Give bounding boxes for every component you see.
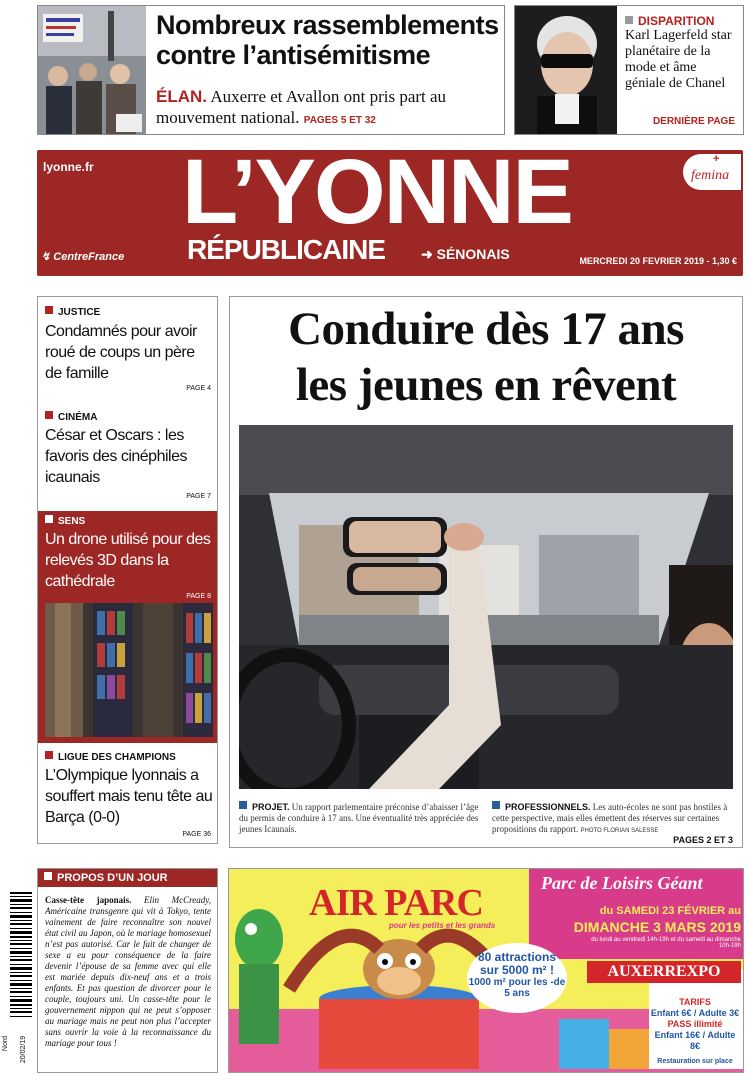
lagerfeld-text: Karl Lagerfeld star planétaire de la mode et âme géniale de Chanel — [625, 28, 732, 91]
femina-label: femina — [691, 168, 730, 183]
ad-dates-line2: DIMANCHE 3 MARS 2019 — [573, 919, 741, 935]
caption-right-text: Les auto-écoles ne sont pas hostiles à cette perspective, mais elles émettent des réserves sur certaines propositions du rapport. — [492, 802, 728, 834]
ad-hours: du lundi au vendredi 14h-19h et du samedi au dimanche 10h-19h — [591, 937, 741, 949]
teaser-body: Auxerre et Avallon ont pris part au mouvement national. — [156, 87, 447, 127]
site-url[interactable]: lyonne.fr — [43, 160, 94, 174]
propos-lead: Casse-tête japonais. — [45, 895, 132, 905]
newspaper-subtitle: RÉPUBLICAINE — [187, 234, 386, 265]
plus-icon: + — [713, 153, 720, 165]
publisher-name: CentreFrance — [53, 251, 125, 263]
top-teaser-lagerfeld[interactable] — [514, 5, 744, 135]
kicker — [45, 751, 176, 763]
item-title: Un drone utilisé pour des relevés 3D dans la cathédrale — [45, 531, 211, 590]
main-headline-2: les jeunes en rêvent — [295, 359, 677, 411]
propos-label-wrap — [44, 872, 168, 884]
air-parc-ad[interactable] — [228, 868, 744, 1073]
ad-tarifs — [649, 997, 741, 1067]
caption-left — [239, 801, 481, 835]
kicker — [45, 411, 97, 423]
newspaper-title: L’YONNE — [182, 141, 572, 243]
lagerfeld-page: DERNIÈRE PAGE — [652, 116, 735, 127]
list-item-cinema[interactable] — [38, 405, 217, 511]
ad-kids-area: 1000 m² pour les -de 5 ans — [468, 977, 566, 999]
lagerfeld-kicker-wrap — [625, 14, 714, 28]
left-column — [37, 296, 218, 844]
femina-badge[interactable] — [683, 154, 741, 190]
ad-attractions-badge — [467, 943, 567, 1013]
teaser-pages: PAGES 5 ET 32 — [303, 115, 376, 126]
ad-venue: AUXERREXPO — [587, 961, 741, 983]
kicker-text: LIGUE DES CHAMPIONS — [58, 752, 176, 763]
kicker — [45, 306, 100, 318]
lagerfeld-photo — [515, 6, 617, 134]
publisher-group — [41, 250, 124, 263]
teaser-text — [156, 86, 501, 131]
edition-wrap — [421, 246, 510, 263]
main-headline-1: Conduire dès 17 ans — [288, 303, 684, 355]
lagerfeld-kicker: DISPARITION — [638, 14, 715, 28]
list-item-justice[interactable] — [38, 297, 217, 405]
barcode-date: 20/02/19 — [20, 1035, 28, 1064]
item-title: César et Oscars : les favoris des cinéphiles icaunais — [45, 427, 187, 486]
main-pages: PAGES 2 ET 3 — [673, 835, 733, 845]
barcode-region: Nord — [2, 1035, 10, 1052]
teaser-kicker: ÉLAN. — [156, 87, 207, 106]
item-page: PAGE 36 — [182, 831, 211, 838]
propos-text: Elin McCready, Américaine transgenre qui vit à Tokyo, tente vainement de faire reconnaître son nouvel état civil au Japon, où le mariage homosexuel n’est pas autorisé. Car le fait de changer de sexe a eu pour conséquence de la faire devenir l’épouse de sa femme avec qui elle est mariée depuis dix-neuf ans et a trois enfants. Et pas question de divorcer pour le couple, toujours uni. Un casse-tête pour le gouvernement nippon qui ne peut s’opposer au mariage mais ne peut non plus l’accepter sans ouvrir la voie à la reconnaissance du mariage pour tous ! — [45, 895, 212, 1048]
caption-right-kicker: PROFESSIONNELS. — [505, 802, 591, 812]
masthead — [37, 141, 743, 276]
driving-photo — [239, 425, 733, 789]
ad-brand-sub: pour les petits et les grands — [389, 921, 496, 930]
kicker-text: JUSTICE — [58, 307, 101, 318]
photo-credit: PHOTO FLORIAN SALESSE — [580, 828, 659, 834]
ad-title: Parc de Loisirs Géant — [541, 873, 703, 893]
ad-restauration: Restauration sur place — [657, 1058, 733, 1065]
ad-dates-line1: du SAMEDI 23 FÉVRIER au — [599, 905, 741, 917]
top-teaser-antisemitism[interactable] — [37, 5, 505, 135]
teaser-title: Nombreux rassemblements contre l’antisémitisme — [156, 10, 499, 70]
ad-tarif3: Enfant 16€ / Adulte 8€ — [654, 1030, 736, 1051]
propos-text-wrap — [45, 895, 211, 1049]
item-page: PAGE 8 — [186, 593, 211, 600]
item-page: PAGE 7 — [186, 493, 211, 500]
kicker-text: SENS — [58, 516, 86, 527]
kicker — [45, 515, 85, 527]
ad-brand: AIR PARC — [309, 882, 483, 924]
centrefrance-icon: ↯ — [41, 251, 51, 263]
date-price: MERCREDI 20 FEVRIER 2019 - 1,30 € — [579, 256, 737, 266]
ad-attractions: 80 attractions sur 5000 m² ! — [477, 950, 557, 977]
item-title: Condamnés pour avoir roué de coups un père de famille — [45, 323, 197, 382]
list-item-champions[interactable] — [38, 743, 217, 843]
ad-tarif2: PASS illimité — [667, 1019, 723, 1029]
main-story[interactable] — [229, 296, 743, 848]
caption-left-text: Un rapport parlementaire préconise d’abaisser l’âge du permis de conduire à 17 ans. Une éventualité très appréciée des jeunes Icaunais. — [239, 802, 479, 834]
ad-tarif1: Enfant 6€ / Adulte 3€ — [650, 1008, 740, 1018]
barcode-area — [2, 890, 36, 1070]
item-title: L’Olympique lyonnais a souffert mais tenu tête au Barça (0-0) — [45, 767, 213, 826]
propos-box[interactable] — [37, 868, 218, 1073]
propos-label: PROPOS D’UN JOUR — [57, 872, 168, 884]
barcode-icon — [10, 890, 34, 1020]
edition-name: SÉNONAIS — [436, 246, 510, 262]
caption-left-kicker: PROJET. — [252, 802, 290, 812]
caption-right — [492, 801, 734, 837]
item-page: PAGE 4 — [186, 385, 211, 392]
ad-tarifs-label: TARIFS — [679, 997, 711, 1007]
cathedral-photo — [45, 603, 213, 737]
kicker-text: CINÉMA — [58, 412, 98, 423]
protest-photo — [38, 6, 146, 134]
list-item-sens[interactable] — [38, 511, 217, 743]
propos-header — [38, 869, 217, 887]
arrow-right-icon: ➜ — [421, 246, 433, 262]
